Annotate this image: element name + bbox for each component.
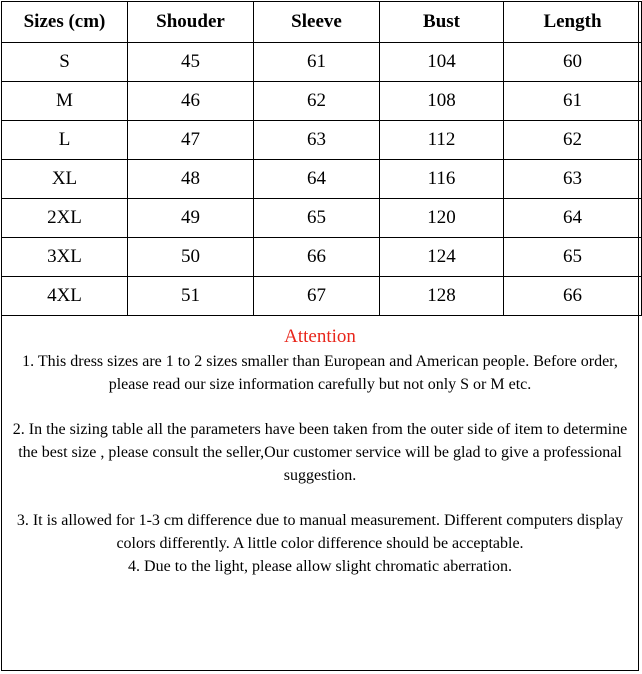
cell-shoulder: 50 — [128, 238, 254, 277]
cell-size: 2XL — [2, 199, 128, 238]
cell-sleeve: 61 — [254, 43, 380, 82]
cell-length: 63 — [504, 160, 642, 199]
cell-sleeve: 65 — [254, 199, 380, 238]
cell-size: 4XL — [2, 277, 128, 316]
table-row — [2, 277, 642, 316]
attention-notes — [2, 322, 638, 578]
note-item: 3. It is allowed for 1-3 cm difference due to manual measurement. Different computers display colors differently. A little color difference should be acceptable. — [16, 512, 624, 552]
cell-bust: 124 — [380, 238, 504, 277]
cell-shoulder: 49 — [128, 199, 254, 238]
header-sleeve: Sleeve — [254, 2, 380, 43]
cell-sleeve: 66 — [254, 238, 380, 277]
note-item: 1. This dress sizes are 1 to 2 sizes smaller than European and American people. Before order, please read our size information carefully but not only S or M etc. — [22, 353, 618, 393]
cell-length: 65 — [504, 238, 642, 277]
table-row — [2, 121, 642, 160]
cell-shoulder: 47 — [128, 121, 254, 160]
cell-length: 60 — [504, 43, 642, 82]
cell-bust: 116 — [380, 160, 504, 199]
cell-bust: 104 — [380, 43, 504, 82]
table-row — [2, 238, 642, 277]
size-chart-table — [1, 1, 642, 316]
cell-shoulder: 46 — [128, 82, 254, 121]
cell-size: M — [2, 82, 128, 121]
attention-title: Attention — [284, 326, 356, 347]
cell-sleeve: 64 — [254, 160, 380, 199]
cell-bust: 112 — [380, 121, 504, 160]
header-shoulder: Shouder — [128, 2, 254, 43]
cell-length: 66 — [504, 277, 642, 316]
cell-size: XL — [2, 160, 128, 199]
cell-size: 3XL — [2, 238, 128, 277]
cell-sleeve: 67 — [254, 277, 380, 316]
cell-size: S — [2, 43, 128, 82]
header-bust: Bust — [380, 2, 504, 43]
header-length: Length — [504, 2, 642, 43]
table-row — [2, 43, 642, 82]
cell-shoulder: 45 — [128, 43, 254, 82]
cell-bust: 128 — [380, 277, 504, 316]
table-header-row — [2, 2, 642, 43]
cell-shoulder: 48 — [128, 160, 254, 199]
cell-sleeve: 62 — [254, 82, 380, 121]
cell-length: 64 — [504, 199, 642, 238]
cell-sleeve: 63 — [254, 121, 380, 160]
cell-length: 61 — [504, 82, 642, 121]
table-row — [2, 82, 642, 121]
cell-bust: 108 — [380, 82, 504, 121]
note-item: 2. In the sizing table all the parameters have been taken from the outer side of item to determine the best size , please consult the seller,Our customer service will be glad to give a professional suggestion. — [12, 421, 628, 484]
cell-bust: 120 — [380, 199, 504, 238]
table-row — [2, 160, 642, 199]
header-sizes: Sizes (cm) — [2, 2, 128, 43]
cell-shoulder: 51 — [128, 277, 254, 316]
cell-size: L — [2, 121, 128, 160]
note-item: 4. Due to the light, please allow slight chromatic aberration. — [128, 558, 512, 575]
cell-length: 62 — [504, 121, 642, 160]
table-row — [2, 199, 642, 238]
